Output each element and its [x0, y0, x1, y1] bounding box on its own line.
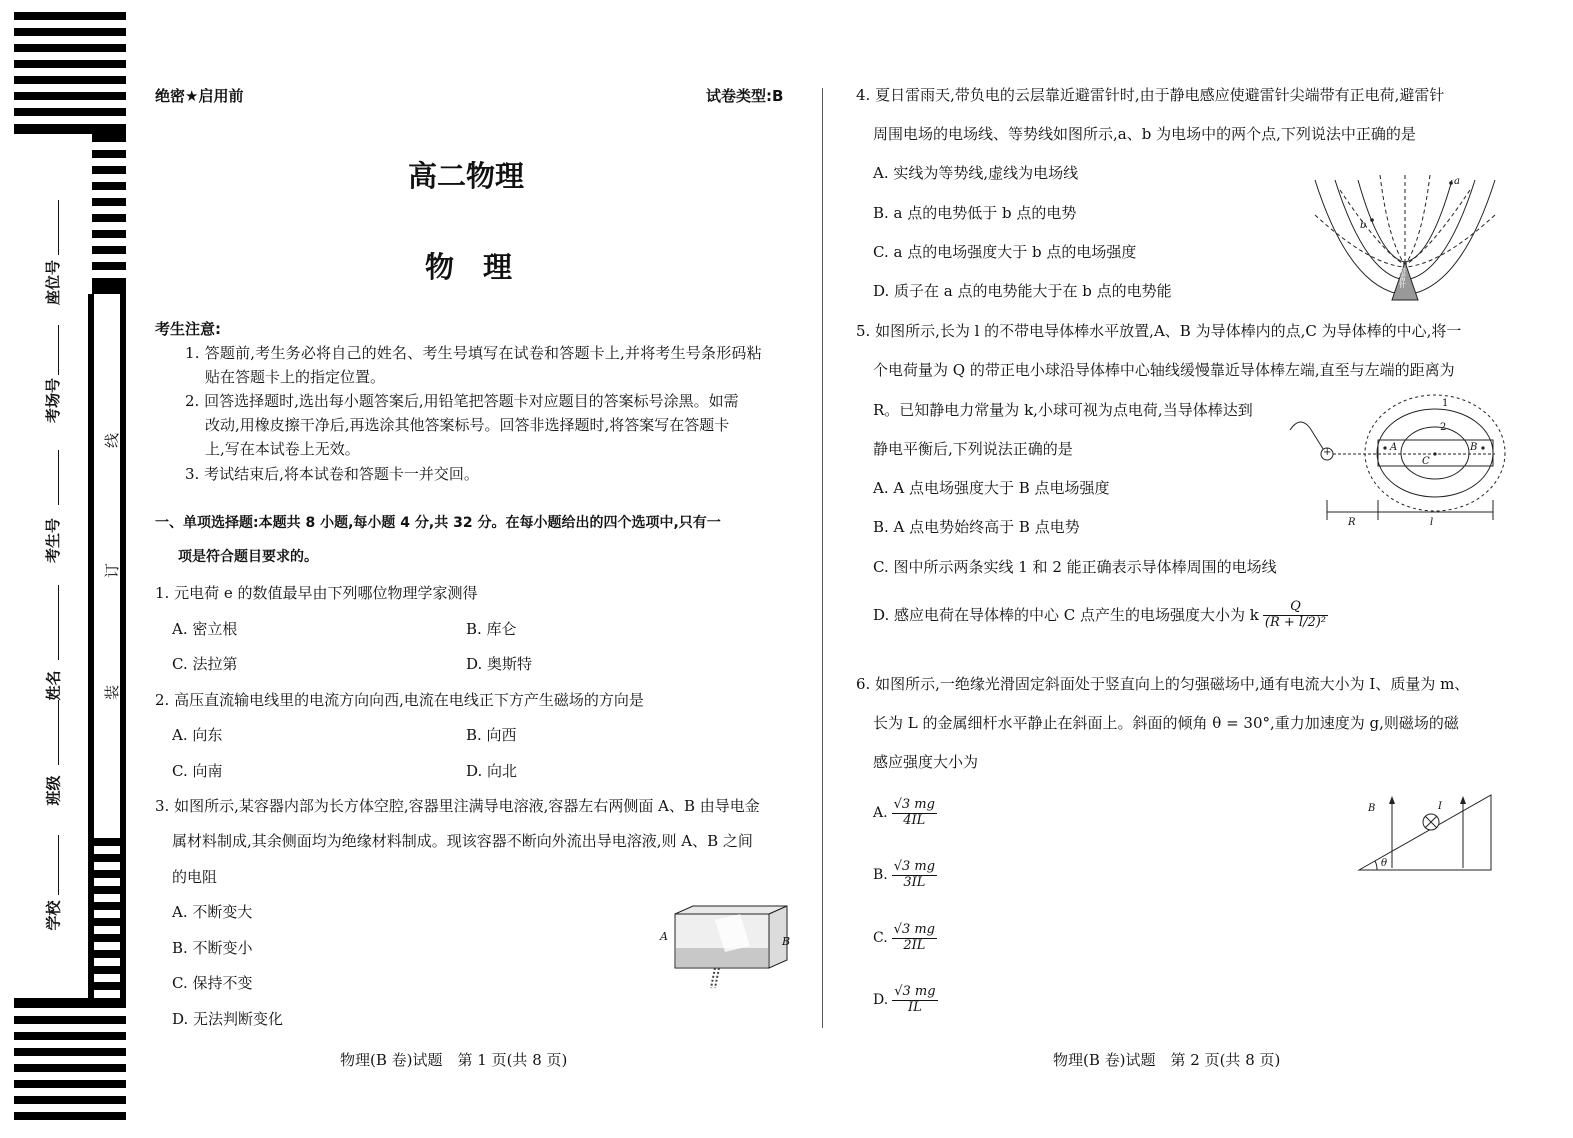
q6-option-a-fraction — [892, 798, 937, 829]
q6-option-a-denominator: 4IL — [903, 812, 926, 828]
notice-line: 改动,用橡皮擦干净后,再选涂其他答案标号。回答非选择题时,将答案写在答题卡 — [205, 416, 730, 434]
q5-option-a: A. A 点电场强度大于 B 点电场强度 — [873, 479, 1110, 497]
q6-option-b — [873, 860, 937, 891]
q6-option-d-numerator: √3 mg — [894, 984, 936, 999]
q6-option-d-fraction — [892, 985, 937, 1016]
q2-stem: 2. 高压直流输电线里的电流方向向西,电流在电线正下方产生磁场的方向是 — [155, 691, 644, 709]
field-label-class: 班级 — [44, 775, 63, 806]
q5-stem-line: 静电平衡后,下列说法正确的是 — [873, 440, 1073, 458]
q6-option-c — [873, 923, 937, 954]
q5-fig-label-2: 2 — [1440, 422, 1447, 433]
q5-fig-label-1: 1 — [1442, 398, 1449, 409]
q5-fig-label-c: C — [1422, 456, 1430, 467]
exam-title: 高二物理 — [408, 159, 525, 193]
q2-option-b: B. 向西 — [466, 726, 517, 744]
q4-fig-label-b: b — [1360, 220, 1367, 231]
q5-stem-line: 5. 如图所示,长为 l 的不带电导体棒水平放置,A、B 为导体棒内的点,C 为导体棒的中心,将一 — [856, 322, 1462, 340]
notice-line: 贴在答题卡上的指定位置。 — [205, 368, 386, 386]
q6-option-b-label: B. — [873, 867, 888, 884]
q6-option-d — [873, 985, 938, 1016]
q2-option-a: A. 向东 — [172, 726, 223, 744]
q5-stem-line: 个电荷量为 Q 的带正电小球沿导体棒中心轴线缓慢靠近导体棒左端,直至与左端的距离为 — [873, 361, 1455, 379]
binding-mark-zhuang: 装 — [103, 684, 122, 701]
q5-fig-label-l: l — [1430, 517, 1434, 528]
field-label-school: 学校 — [44, 900, 63, 931]
q3-option-a: A. 不断变大 — [172, 903, 253, 921]
q4-fig-label-rod: 避雷针 — [1399, 267, 1406, 289]
q6-option-a-numerator: √3 mg — [893, 797, 935, 812]
field-label-room-no: 考场号 — [44, 377, 63, 424]
subject-title: 物 理 — [425, 250, 513, 284]
paper-type-label: 试卷类型:B — [706, 87, 784, 105]
notice-line: 上,写在本试卷上无效。 — [205, 440, 360, 458]
q5-option-d-denominator: (R + l/2)² — [1264, 614, 1327, 630]
q2-option-c: C. 向南 — [172, 762, 223, 780]
section-heading: 一、单项选择题:本题共 8 小题,每小题 4 分,共 32 分。在每小题给出的四个选项中,只有一 — [155, 515, 721, 531]
q5-fig-label-a: A — [1390, 442, 1398, 453]
field-name-line[interactable] — [58, 585, 59, 660]
q6-option-a-label: A. — [873, 805, 888, 822]
q6-incline-figure — [1355, 790, 1495, 875]
q4-option-c: C. a 点的电场强度大于 b 点的电场强度 — [873, 243, 1137, 261]
secret-label: 绝密★启用前 — [155, 87, 244, 105]
q6-option-b-denominator: 3IL — [903, 874, 926, 890]
q4-stem-line: 周围电场的电场线、等势线如图所示,a、b 为电场中的两个点,下列说法中正确的是 — [873, 125, 1416, 143]
q6-option-c-label: C. — [873, 930, 888, 947]
q5-option-d-text: D. 感应电荷在导体棒的中心 C 点产生的电场强度大小为 k — [873, 605, 1259, 624]
q3-container-figure — [655, 900, 805, 1000]
q6-option-b-numerator: √3 mg — [893, 859, 936, 874]
q5-option-c: C. 图中所示两条实线 1 和 2 能正确表示导体棒周围的电场线 — [873, 558, 1277, 576]
field-school-line[interactable] — [58, 835, 59, 895]
q6-fig-label-b: B — [1368, 803, 1376, 814]
notice-title: 考生注意: — [155, 320, 221, 338]
q4-option-d: D. 质子在 a 点的电势能大于在 b 点的电势能 — [873, 282, 1172, 300]
q5-fig-label-r: R — [1348, 517, 1356, 528]
q6-stem-line: 感应强度大小为 — [873, 753, 979, 771]
q4-option-b: B. a 点的电势低于 b 点的电势 — [873, 204, 1077, 222]
field-seat-no-line[interactable] — [58, 200, 59, 255]
q6-option-d-denominator: IL — [907, 999, 922, 1015]
q3-option-c: C. 保持不变 — [172, 974, 253, 992]
notice-line: 3. 考试结束后,将本试卷和答题卡一并交回。 — [185, 465, 479, 483]
q3-option-b: B. 不断变小 — [172, 939, 253, 957]
q5-option-d — [873, 600, 1328, 631]
q6-option-d-label: D. — [873, 992, 889, 1009]
q3-stem-line: 3. 如图所示,某容器内部为长方体空腔,容器里注满导电溶液,容器左右两侧面 A、B 由导电金 — [155, 797, 760, 815]
field-class-line[interactable] — [58, 700, 59, 765]
q1-stem: 1. 元电荷 e 的数值最早由下列哪位物理学家测得 — [155, 584, 478, 602]
q3-option-d: D. 无法判断变化 — [172, 1010, 284, 1028]
q2-option-d: D. 向北 — [466, 762, 518, 780]
q6-option-c-numerator: √3 mg — [893, 922, 936, 937]
q1-option-d: D. 奥斯特 — [466, 655, 533, 673]
field-candidate-no-line[interactable] — [58, 450, 59, 505]
q6-stem-line: 长为 L 的金属细杆水平静止在斜面上。斜面的倾角 θ = 30°,重力加速度为 g,则磁场的磁 — [873, 714, 1459, 732]
q1-option-b: B. 库仑 — [466, 620, 517, 638]
field-label-seat-no: 座位号 — [44, 259, 63, 306]
q5-fig-label-b: B — [1470, 442, 1478, 453]
q6-stem-line: 6. 如图所示,一绝缘光滑固定斜面处于竖直向上的匀强磁场中,通有电流大小为 I、质量为 m、 — [856, 675, 1470, 693]
q6-option-b-fraction — [892, 860, 937, 891]
field-label-candidate-no: 考生号 — [44, 517, 63, 564]
q3-fig-label-a: A — [660, 930, 668, 943]
q5-fig-label-plus: + — [1323, 447, 1332, 458]
q3-fig-label-b: B — [782, 935, 791, 948]
page-1-footer: 物理(B 卷)试题 第 1 页(共 8 页) — [340, 1051, 568, 1069]
binding-mark-ding: 订 — [103, 562, 122, 579]
binding-mark-xian: 线 — [103, 432, 122, 449]
field-label-name: 姓名 — [44, 670, 63, 701]
q5-option-d-fraction — [1263, 600, 1328, 631]
q5-option-d-numerator: Q — [1263, 600, 1328, 616]
q3-stem-line: 属材料制成,其余侧面均为绝缘材料制成。现该容器不断向外流出导电溶液,则 A、B 之间 — [172, 832, 753, 850]
q6-option-c-denominator: 2IL — [903, 937, 926, 953]
notice-line: 1. 答题前,考生务必将自己的姓名、考生号填写在试卷和答题卡上,并将考生号条形码粘 — [185, 344, 762, 362]
q6-option-c-fraction — [892, 923, 937, 954]
q5-option-b: B. A 点电势始终高于 B 点电势 — [873, 518, 1080, 536]
q4-stem-line: 4. 夏日雷雨天,带负电的云层靠近避雷针时,由于静电感应使避雷针尖端带有正电荷,避雷针 — [856, 86, 1445, 104]
q6-fig-label-theta: θ — [1381, 858, 1388, 869]
q6-option-a — [873, 798, 937, 829]
page-divider — [822, 88, 823, 1028]
q1-option-a: A. 密立根 — [172, 620, 238, 638]
q3-stem-line: 的电阻 — [172, 868, 218, 886]
field-room-no-line[interactable] — [58, 325, 59, 375]
q6-fig-label-i: I — [1438, 801, 1442, 812]
q4-fig-label-a: a — [1454, 176, 1460, 187]
q1-option-c: C. 法拉第 — [172, 655, 238, 673]
section-heading-cont: 项是符合题目要求的。 — [178, 549, 318, 565]
q4-option-a: A. 实线为等势线,虚线为电场线 — [873, 164, 1079, 182]
q5-conductor-figure — [1285, 400, 1500, 530]
notice-line: 2. 回答选择题时,选出每小题答案后,用铅笔把答题卡对应题目的答案标号涂黑。如需 — [185, 392, 739, 410]
page-2-footer: 物理(B 卷)试题 第 2 页(共 8 页) — [1053, 1051, 1281, 1069]
q5-stem-line: R。已知静电力常量为 k,小球可视为点电荷,当导体棒达到 — [873, 401, 1253, 419]
